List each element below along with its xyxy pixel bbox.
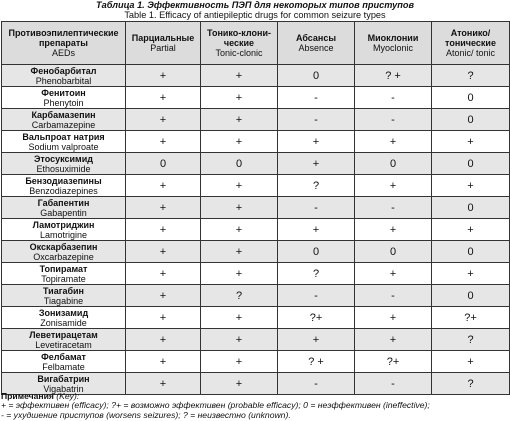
efficacy-cell: ? xyxy=(432,373,510,395)
efficacy-cell: + xyxy=(126,241,201,263)
efficacy-cell: + xyxy=(278,329,355,351)
efficacy-cell: 0 xyxy=(355,241,432,263)
efficacy-cell: + xyxy=(201,263,278,285)
header-en: Partial xyxy=(150,43,176,53)
efficacy-cell: + xyxy=(201,307,278,329)
table-body xyxy=(2,65,510,395)
notes-block xyxy=(1,392,509,420)
efficacy-cell: - xyxy=(355,197,432,219)
header-en: Absence xyxy=(298,43,334,53)
table-title-ru: Таблица 1. Эффективность ПЭП для некоторых типов приступов xyxy=(95,0,415,10)
header-ru: Миоклонии xyxy=(367,33,419,43)
header-cell-partial xyxy=(126,22,201,65)
drug-name-ru: Бензодиазепины xyxy=(25,175,102,186)
efficacy-cell: ? xyxy=(278,175,355,197)
efficacy-cell: + xyxy=(126,109,201,131)
efficacy-cell: + xyxy=(355,307,432,329)
header-cell-myoclonic xyxy=(355,22,432,65)
efficacy-cell: + xyxy=(201,109,278,131)
efficacy-cell: ? + xyxy=(278,351,355,373)
drug-name-cell xyxy=(2,285,126,307)
table-row xyxy=(2,263,510,285)
table-row xyxy=(2,65,510,87)
drug-name-en: Zonisamide xyxy=(40,317,87,328)
efficacy-cell: - xyxy=(355,373,432,395)
table-row xyxy=(2,307,510,329)
efficacy-cell: + xyxy=(126,329,201,351)
drug-name-ru: Этосуксимид xyxy=(34,153,93,164)
drug-name-ru: Ламотриджин xyxy=(32,219,95,230)
drug-name-cell xyxy=(2,307,126,329)
efficacy-cell: 0 xyxy=(355,153,432,175)
drug-name-ru: Вигабатрин xyxy=(37,373,90,384)
efficacy-cell: + xyxy=(201,241,278,263)
drug-name-cell xyxy=(2,219,126,241)
drug-name-en: Lamotrigine xyxy=(39,229,88,240)
efficacy-cell: 0 xyxy=(201,153,278,175)
drug-name-ru: Леветирацетам xyxy=(29,329,98,340)
efficacy-cell: - xyxy=(355,285,432,307)
header-en: Myoclonic xyxy=(372,43,413,53)
efficacy-cell: + xyxy=(201,373,278,395)
header-ru: Парциальные xyxy=(131,33,195,43)
efficacy-cell: + xyxy=(126,175,201,197)
efficacy-cell: + xyxy=(432,351,510,373)
efficacy-cell: 0 xyxy=(432,285,510,307)
efficacy-cell: + xyxy=(126,131,201,153)
efficacy-cell: ? + xyxy=(355,65,432,87)
efficacy-cell: + xyxy=(126,373,201,395)
drug-name-en: Tiagabine xyxy=(43,295,84,306)
drug-name-cell xyxy=(2,87,126,109)
efficacy-cell: + xyxy=(201,219,278,241)
efficacy-cell: 0 xyxy=(432,153,510,175)
table-row xyxy=(2,241,510,263)
efficacy-cell: + xyxy=(126,87,201,109)
efficacy-table xyxy=(1,21,510,395)
header-cell-atonic-tonic xyxy=(432,22,510,65)
efficacy-cell: + xyxy=(432,131,510,153)
efficacy-cell: 0 xyxy=(126,153,201,175)
notes-heading-en: (Key): xyxy=(56,391,80,401)
drug-name-ru: Фелбамат xyxy=(41,351,86,362)
notes-line-2: - = ухудшение приступов (worsens seizures); ? = неизвестно (unknown). xyxy=(1,409,291,420)
drug-name-ru: Топирамат xyxy=(39,263,88,274)
table-row xyxy=(2,175,510,197)
efficacy-cell: + xyxy=(201,175,278,197)
header-ru: Противоэпилептические препараты xyxy=(8,28,119,48)
efficacy-cell: + xyxy=(278,153,355,175)
header-en: Tonic-clonic xyxy=(215,48,263,58)
drug-name-en: Sodium valproate xyxy=(28,141,99,152)
header-ru: Атонико/ тонические xyxy=(445,28,496,48)
drug-name-ru: Карбамазепин xyxy=(31,109,96,120)
efficacy-cell: ? xyxy=(432,329,510,351)
efficacy-cell: 0 xyxy=(432,241,510,263)
efficacy-cell: ?+ xyxy=(432,307,510,329)
drug-name-en: Vigabatrin xyxy=(43,383,84,394)
table-row xyxy=(2,197,510,219)
drug-name-en: Phenobarbital xyxy=(35,75,92,86)
header-row xyxy=(2,22,510,65)
efficacy-cell: + xyxy=(126,351,201,373)
drug-name-cell xyxy=(2,263,126,285)
table-row xyxy=(2,87,510,109)
table-row xyxy=(2,285,510,307)
table-title-en: Table 1. Efficacy of antiepileptic drugs for common seizure types xyxy=(124,10,386,20)
efficacy-cell: - xyxy=(278,87,355,109)
header-en: AEDs xyxy=(51,48,75,58)
drug-name-cell xyxy=(2,109,126,131)
table-row xyxy=(2,219,510,241)
efficacy-cell: - xyxy=(355,109,432,131)
drug-name-cell xyxy=(2,153,126,175)
efficacy-cell: + xyxy=(126,65,201,87)
drug-name-cell xyxy=(2,351,126,373)
efficacy-cell: + xyxy=(355,263,432,285)
header-cell-aeds xyxy=(2,22,126,65)
efficacy-cell: 0 xyxy=(278,65,355,87)
efficacy-cell: + xyxy=(432,219,510,241)
efficacy-cell: + xyxy=(355,131,432,153)
table-row xyxy=(2,153,510,175)
efficacy-cell: + xyxy=(126,263,201,285)
efficacy-cell: + xyxy=(201,131,278,153)
efficacy-cell: + xyxy=(126,197,201,219)
efficacy-cell: - xyxy=(278,109,355,131)
drug-name-en: Levetiracetam xyxy=(35,339,92,350)
efficacy-cell: + xyxy=(355,219,432,241)
drug-name-cell xyxy=(2,131,126,153)
drug-name-en: Ethosuximide xyxy=(36,163,91,174)
drug-name-en: Benzodiazepines xyxy=(29,185,98,196)
drug-name-en: Felbamate xyxy=(42,361,85,372)
table-row xyxy=(2,351,510,373)
drug-name-ru: Фенитоин xyxy=(41,87,86,98)
drug-name-ru: Вальпроат натрия xyxy=(22,131,105,142)
efficacy-cell: - xyxy=(278,197,355,219)
table-row xyxy=(2,329,510,351)
efficacy-cell: - xyxy=(355,87,432,109)
table-row xyxy=(2,109,510,131)
drug-name-en: Oxcarbazepine xyxy=(33,251,94,262)
drug-name-cell xyxy=(2,197,126,219)
efficacy-cell: + xyxy=(432,263,510,285)
efficacy-cell: + xyxy=(201,65,278,87)
header-cell-absence xyxy=(278,22,355,65)
notes-line-1: + = эффективен (efficacy); ?+ = возможно эффективен (probable efficacy); 0 = неэффективен (ineffective); xyxy=(1,400,430,411)
table-row xyxy=(2,131,510,153)
drug-name-ru: Тиагабин xyxy=(43,285,84,296)
efficacy-cell: + xyxy=(278,131,355,153)
efficacy-cell: - xyxy=(278,373,355,395)
drug-name-cell xyxy=(2,65,126,87)
efficacy-cell: ? xyxy=(278,263,355,285)
drug-name-ru: Фенобарбитал xyxy=(30,65,97,76)
notes-heading-ru: Примечания xyxy=(1,391,54,401)
efficacy-cell: ?+ xyxy=(355,351,432,373)
efficacy-cell: + xyxy=(201,329,278,351)
efficacy-cell: ? xyxy=(432,65,510,87)
efficacy-cell: + xyxy=(126,285,201,307)
drug-name-cell xyxy=(2,241,126,263)
drug-name-ru: Габапентин xyxy=(37,197,90,208)
efficacy-cell: 0 xyxy=(432,109,510,131)
drug-name-en: Gabapentin xyxy=(40,207,87,218)
efficacy-cell: + xyxy=(201,351,278,373)
drug-name-ru: Окскарбазепин xyxy=(29,241,98,252)
drug-name-cell xyxy=(2,329,126,351)
efficacy-cell: + xyxy=(201,197,278,219)
efficacy-cell: ? xyxy=(201,285,278,307)
drug-name-en: Phenytoin xyxy=(43,97,84,108)
efficacy-cell: 0 xyxy=(432,87,510,109)
efficacy-cell: + xyxy=(278,219,355,241)
efficacy-cell: + xyxy=(432,175,510,197)
drug-name-cell xyxy=(2,175,126,197)
efficacy-cell: + xyxy=(201,87,278,109)
header-cell-tonic-clonic xyxy=(201,22,278,65)
efficacy-cell: 0 xyxy=(432,197,510,219)
header-ru: Абсансы xyxy=(295,33,337,43)
header-en: Atonic/ tonic xyxy=(445,48,496,58)
efficacy-cell: ?+ xyxy=(278,307,355,329)
efficacy-cell: 0 xyxy=(278,241,355,263)
drug-name-en: Topiramate xyxy=(41,273,86,284)
drug-name-ru: Зонизамид xyxy=(38,307,89,318)
efficacy-cell: + xyxy=(126,219,201,241)
efficacy-cell: + xyxy=(126,307,201,329)
drug-name-en: Carbamazepine xyxy=(31,119,96,130)
efficacy-cell: + xyxy=(355,175,432,197)
header-ru: Тонико-клони-ческие xyxy=(207,28,271,48)
efficacy-cell: + xyxy=(355,329,432,351)
efficacy-cell: - xyxy=(278,285,355,307)
